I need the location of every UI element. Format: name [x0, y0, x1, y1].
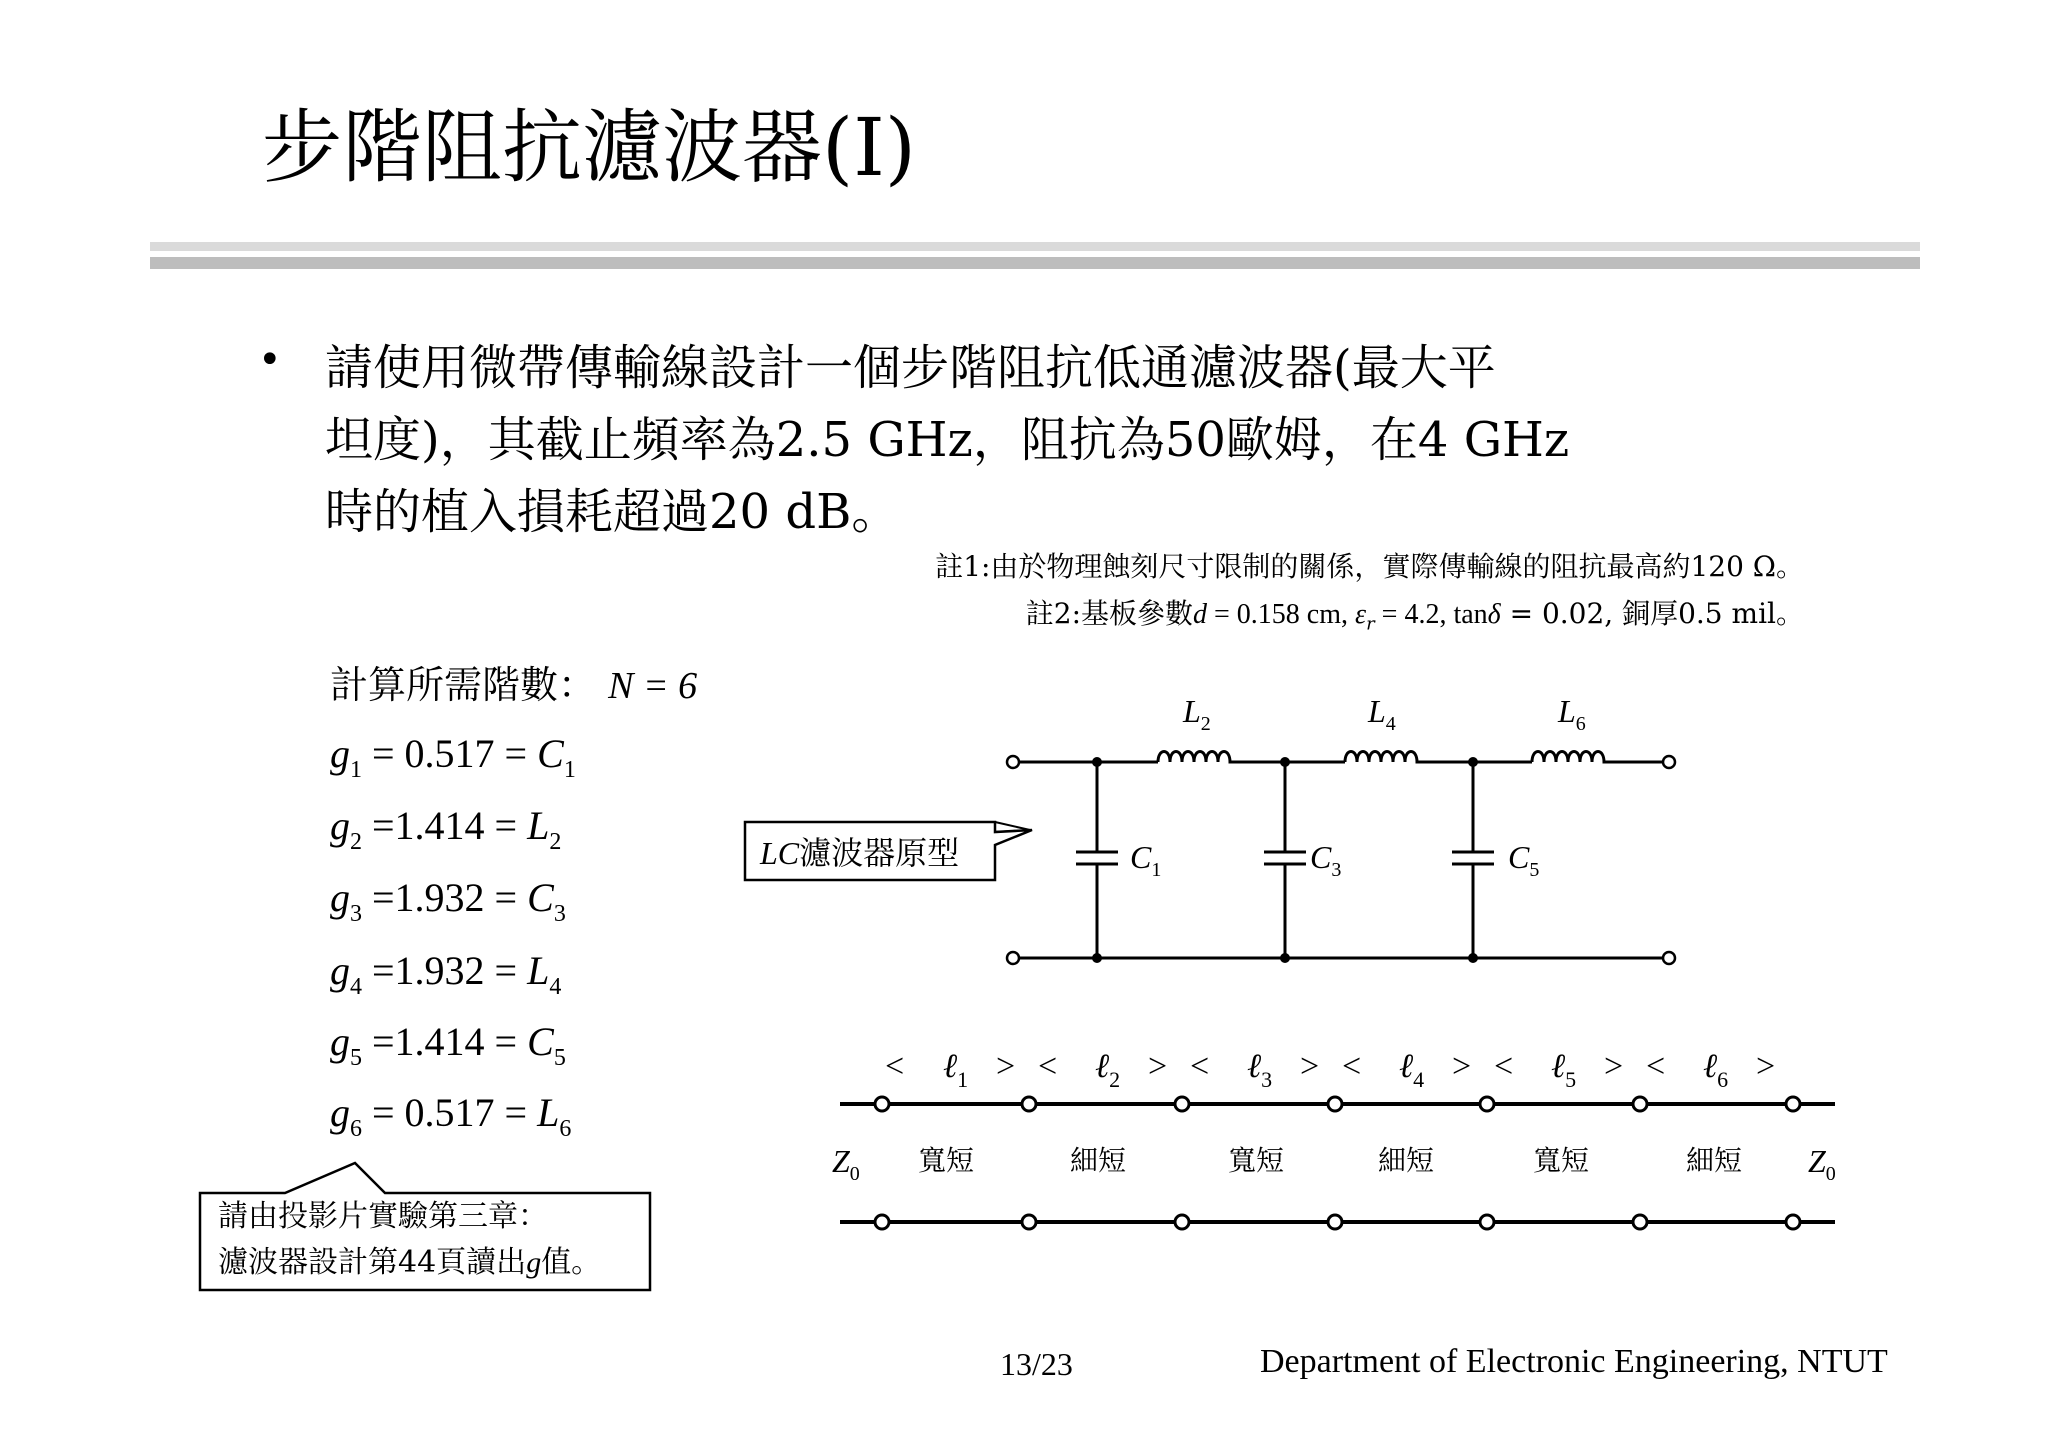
svg-text:細短: 細短: [1070, 1144, 1127, 1177]
z0-left: $Z_0$: [832, 1143, 860, 1185]
g-value-5: $g_5 =1.414 = C_5$: [330, 1019, 566, 1071]
section-length-labels: [885, 1048, 1775, 1092]
label-L4: $L_4$: [1368, 693, 1396, 735]
lc-callout-text: LC濾波器原型: [760, 834, 960, 872]
slide-title: 步階阻抗濾波器(I): [262, 101, 917, 194]
inductor-L2: [1158, 752, 1232, 763]
svg-text:>: >: [1756, 1048, 1776, 1085]
junction-dot: [1092, 757, 1102, 767]
note-2: 註2:基板參數d = 0.158 cm, $\varepsilon_r = 4.2$, tanδ = 0.02, 銅厚0.5 mil。: [1025, 597, 1804, 635]
svg-text:細短: 細短: [1378, 1144, 1435, 1177]
svg-text:ℓ6: ℓ$_6$: [1703, 1048, 1729, 1092]
svg-text:寬短: 寬短: [918, 1144, 975, 1177]
section-type-labels: [832, 1143, 1836, 1185]
svg-text:ℓ4: ℓ$_4$: [1399, 1048, 1425, 1092]
g-value-4: $g_4 =1.932 = L_4$: [330, 948, 562, 1000]
svg-text:<: <: [1342, 1048, 1362, 1085]
port-terminal: [1007, 952, 1019, 964]
svg-text:>: >: [1452, 1048, 1472, 1085]
svg-text:ℓ1: ℓ$_1$: [943, 1048, 969, 1092]
label-L2: $L_2$: [1183, 693, 1211, 735]
problem-line-2: 坦度)，其截止頻率為2.5 GHz，阻抗為50歐姆，在4 GHz: [325, 412, 1570, 468]
svg-text:寬短: 寬短: [1228, 1144, 1285, 1177]
label-C1: $C_1$: [1130, 839, 1162, 881]
page-number: 13/23: [1000, 1346, 1073, 1382]
svg-text:<: <: [1494, 1048, 1514, 1085]
inductor-L6: [1532, 752, 1606, 763]
lc-ladder-circuit: [1013, 752, 1663, 959]
svg-text:ℓ5: ℓ$_5$: [1551, 1048, 1577, 1092]
port-terminal: [1663, 952, 1675, 964]
junction-dot: [1092, 953, 1102, 963]
svg-text:<: <: [885, 1048, 905, 1085]
department-footer: Department of Electronic Engineering, NTUT: [1260, 1343, 1888, 1380]
svg-text:>: >: [1148, 1048, 1168, 1085]
inductor-L4: [1345, 752, 1420, 763]
junction-dot: [1468, 757, 1478, 767]
junction-dot: [1468, 953, 1478, 963]
g-value-6: $g_6 = 0.517 = L_6$: [330, 1090, 572, 1142]
junction-dot: [1280, 953, 1290, 963]
svg-text:寬短: 寬短: [1533, 1144, 1590, 1177]
g-value-1: $g_1 = 0.517 = C_1$: [330, 731, 576, 783]
z0-right: $Z_0$: [1808, 1143, 1836, 1185]
problem-line-1: 請使用微帶傳輸線設計一個步階阻抗低通濾波器(最大平: [325, 340, 1496, 396]
label-C5: $C_5$: [1508, 839, 1540, 881]
g-value-2: $g_2 =1.414 = L_2$: [330, 803, 562, 855]
svg-text:<: <: [1646, 1048, 1666, 1085]
label-C3: $C_3$: [1310, 839, 1342, 881]
lc-callout: [745, 822, 1032, 880]
g-callout-line-2: 濾波器設計第44頁讀出g值。: [218, 1245, 602, 1280]
note-1: 註1:由於物理蝕刻尺寸限制的關係，實際傳輸線的阻抗最高約120 Ω。: [935, 550, 1804, 583]
transmission-line-nodes: [875, 1097, 1800, 1229]
svg-text:>: >: [1604, 1048, 1624, 1085]
port-terminal: [1007, 756, 1019, 768]
svg-text:<: <: [1038, 1048, 1058, 1085]
bullet-marker: •: [258, 337, 282, 383]
port-terminal: [1663, 756, 1675, 768]
circuit-labels: [1130, 693, 1586, 881]
label-L6: $L_6$: [1558, 693, 1586, 735]
svg-text:ℓ2: ℓ$_2$: [1095, 1048, 1121, 1092]
problem-line-3: 時的植入損耗超過20 dB。: [325, 484, 900, 540]
g-value-3: $g_3 =1.932 = C_3$: [330, 875, 566, 927]
svg-text:ℓ3: ℓ$_3$: [1247, 1048, 1273, 1092]
stage-count: 計算所需階數： N = 6: [330, 663, 698, 707]
junction-dot: [1280, 757, 1290, 767]
svg-text:細短: 細短: [1686, 1144, 1743, 1177]
g-callout-line-1: 請由投影片實驗第三章：: [218, 1199, 548, 1234]
svg-text:>: >: [1300, 1048, 1320, 1085]
svg-text:<: <: [1190, 1048, 1210, 1085]
svg-text:>: >: [996, 1048, 1016, 1085]
